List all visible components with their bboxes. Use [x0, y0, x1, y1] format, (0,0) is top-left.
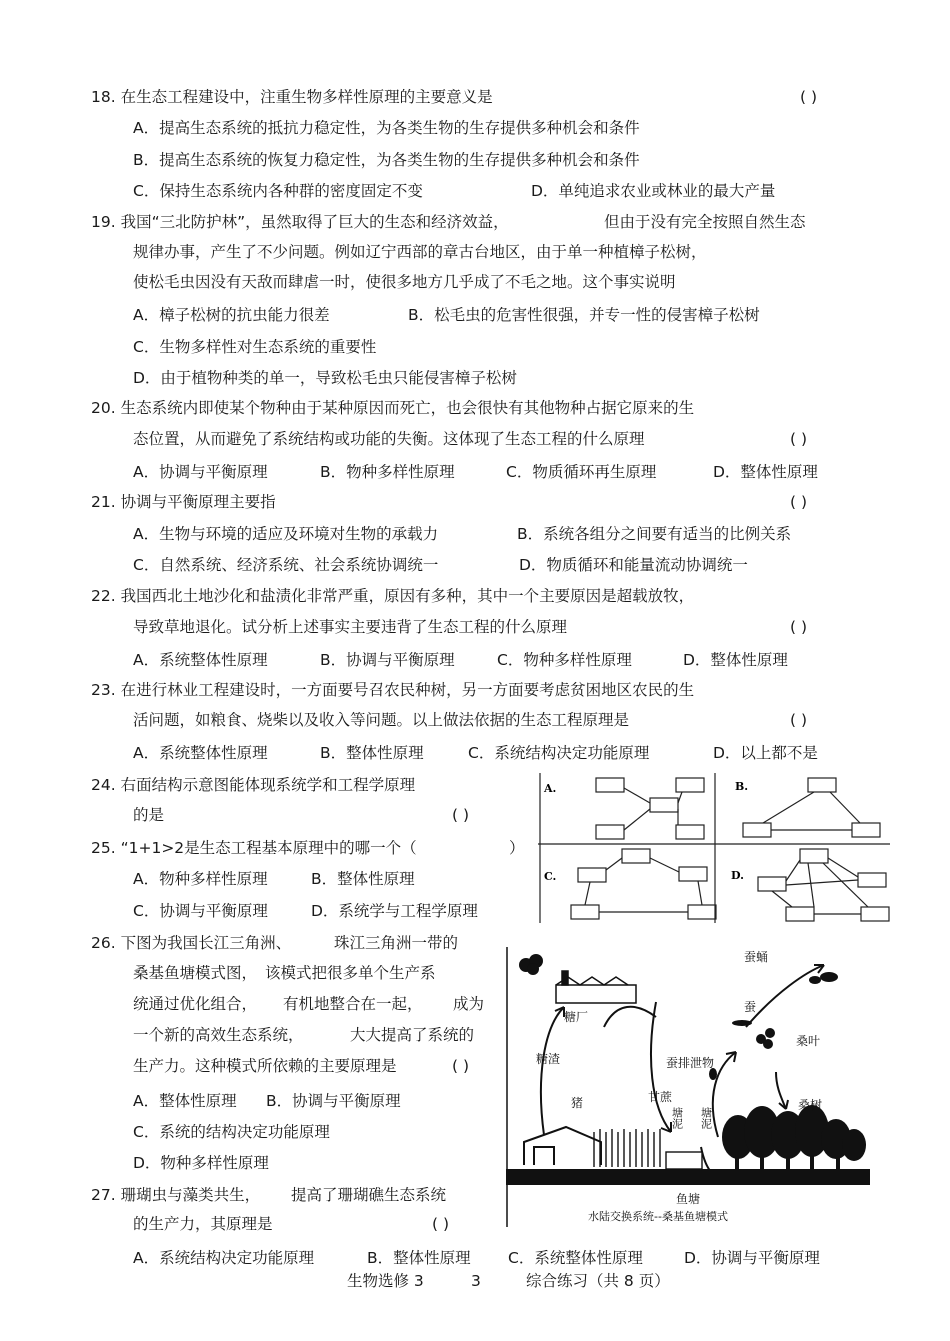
- label-sugarcane: 甘蔗: [648, 1090, 673, 1104]
- text-line: 3: [471, 1272, 481, 1290]
- text-line: 一个新的高效生态系统，: [133, 1026, 304, 1044]
- text-line: D．协调与平衡原理: [684, 1249, 820, 1267]
- text-line: D．整体性原理: [683, 651, 788, 669]
- text-line: C．物种多样性原理: [497, 651, 632, 669]
- text-line: 25. “1+1>2是生态工程基本原理中的哪一个（: [91, 839, 417, 857]
- text-line: 但由于没有完全按照自然生态: [604, 213, 806, 231]
- text-line: 的是: [133, 806, 165, 824]
- text-line: ( ): [790, 493, 808, 511]
- text-line: ( ): [790, 618, 808, 636]
- text-line: B．松毛虫的危害性很强，并专一性的侵害樟子松树: [408, 306, 760, 324]
- text-line: A．提高生态系统的抵抗力稳定性，为各类生物的生存提供多种机会和条件: [133, 119, 640, 137]
- text-line: B．整体性原理: [367, 1249, 471, 1267]
- text-line: C．自然系统、经济系统、社会系统协调统一: [133, 556, 439, 574]
- text-line: B．协调与平衡原理: [266, 1092, 401, 1110]
- text-line: D．整体性原理: [713, 463, 818, 481]
- text-line: ）: [509, 839, 525, 857]
- text-line: B．协调与平衡原理: [320, 651, 455, 669]
- label-fish-pond: 鱼塘: [676, 1192, 701, 1206]
- text-line: 态位置，从而避免了系统结构或功能的失衡。这体现了生态工程的什么原理: [133, 430, 645, 448]
- text-line: C．物质循环再生原理: [506, 463, 657, 481]
- text-line: 21. 协调与平衡原理主要指: [91, 493, 276, 511]
- text-line: 导致草地退化。试分析上述事实主要违背了生态工程的什么原理: [133, 618, 568, 636]
- text-line: C．系统的结构决定功能原理: [133, 1123, 330, 1141]
- text-line: B．物种多样性原理: [320, 463, 455, 481]
- label-silkworm-moth: 蚕蛹: [744, 950, 769, 964]
- text-line: ( ): [800, 88, 818, 106]
- text-line: 大大提高了系统的: [350, 1026, 475, 1044]
- text-line: B．系统各组分之间要有适当的比例关系: [517, 525, 792, 543]
- text-line: A．协调与平衡原理: [133, 463, 268, 481]
- text-line: 该模式把很多单个生产系: [265, 964, 436, 982]
- text-line: 24. 右面结构示意图能体现系统学和工程学原理: [91, 776, 416, 794]
- text-line: B．提高生态系统的恢复力稳定性，为各类生物的生存提供多种机会和条件: [133, 151, 640, 169]
- text-line: A．系统整体性原理: [133, 651, 268, 669]
- text-line: A．整体性原理: [133, 1092, 237, 1110]
- structure-diagrams-figure: [538, 773, 890, 923]
- text-line: 18. 在生态工程建设中，注重生物多样性原理的主要意义是: [91, 88, 493, 106]
- text-line: C．协调与平衡原理: [133, 902, 268, 920]
- label-sugar-factory: 糖厂: [564, 1010, 589, 1024]
- text-line: D．物种多样性原理: [133, 1154, 269, 1172]
- text-line: D．单纯追求农业或林业的最大产量: [531, 182, 776, 200]
- figure-caption: 水陆交换系统--桑基鱼塘模式: [588, 1210, 728, 1223]
- text-line: 使松毛虫因没有天敌而肆虐一时，使很多地方几乎成了不毛之地。这个事实说明: [133, 273, 676, 291]
- text-line: 珠江三角洲一带的: [334, 934, 459, 952]
- text-line: A．系统整体性原理: [133, 744, 268, 762]
- label-pond-mud-left: 塘泥: [670, 1107, 684, 1129]
- text-line: 提高了珊瑚礁生态系统: [291, 1186, 447, 1204]
- text-line: ( ): [432, 1215, 450, 1233]
- text-line: 23. 在进行林业工程建设时，一方面要号召农民种树，另一方面要考虑贫困地区农民的生: [91, 681, 695, 699]
- text-line: 成为: [453, 995, 485, 1013]
- panel-label-b: B.: [735, 780, 749, 793]
- text-line: 26. 下图为我国长江三角洲、: [91, 934, 292, 952]
- text-line: 桑基鱼塘模式图，: [133, 964, 258, 982]
- text-line: 生物选修 3: [347, 1272, 424, 1290]
- text-line: D．以上都不是: [713, 744, 818, 762]
- text-line: 有机地整合在一起，: [283, 995, 423, 1013]
- text-line: A．物种多样性原理: [133, 870, 268, 888]
- text-line: 19. 我国“三北防护林”，虽然取得了巨大的生态和经济效益，: [91, 213, 509, 231]
- text-line: C．生物多样性对生态系统的重要性: [133, 338, 377, 356]
- text-line: D．物质循环和能量流动协调统一: [519, 556, 748, 574]
- text-line: D．系统学与工程学原理: [311, 902, 478, 920]
- label-mulberry-tree: 桑树: [798, 1098, 823, 1112]
- text-line: ( ): [452, 1057, 470, 1075]
- text-line: 规律办事，产生了不少问题。例如辽宁西部的章古台地区，由于单一种植樟子松树，: [133, 243, 707, 261]
- label-silkworm-excrement: 蚕排泄物: [666, 1056, 715, 1070]
- text-line: 活问题，如粮食、烧柴以及收入等问题。以上做法依据的生态工程原理是: [133, 711, 630, 729]
- text-line: 生产力。这种模式所依赖的主要原理是: [133, 1057, 397, 1075]
- text-line: A．系统结构决定功能原理: [133, 1249, 315, 1267]
- text-line: C．保持生态系统内各种群的密度固定不变: [133, 182, 423, 200]
- label-pig: 猪: [571, 1096, 584, 1110]
- label-mulberry-leaf: 桑叶: [796, 1034, 821, 1048]
- text-line: 27. 珊瑚虫与藻类共生，: [91, 1186, 261, 1204]
- text-line: A．樟子松树的抗虫能力很差: [133, 306, 330, 324]
- text-line: C．系统结构决定功能原理: [468, 744, 650, 762]
- text-line: 综合练习（共 8 页）: [526, 1272, 670, 1290]
- label-pond-mud-right: 塘泥: [699, 1107, 713, 1129]
- label-sugar-residue: 糖渣: [536, 1052, 561, 1066]
- text-line: 20. 生态系统内即使某个物种由于某种原因而死亡，也会很快有其他物种占据它原来的生: [91, 399, 695, 417]
- text-line: 22. 我国西北土地沙化和盐渍化非常严重，原因有多种，其中一个主要原因是超载放牧，: [91, 587, 695, 605]
- mulberry-fish-pond-figure: [506, 947, 870, 1227]
- text-line: ( ): [790, 711, 808, 729]
- panel-label-c: C.: [544, 870, 557, 883]
- text-line: 的生产力，其原理是: [133, 1215, 273, 1233]
- text-line: ( ): [452, 806, 470, 824]
- text-line: B．整体性原理: [320, 744, 424, 762]
- panel-label-d: D.: [731, 869, 744, 882]
- text-line: 统通过优化组合，: [133, 995, 258, 1013]
- text-line: D．由于植物种类的单一，导致松毛虫只能侵害樟子松树: [133, 369, 517, 387]
- label-silkworm: 蚕: [744, 1000, 757, 1014]
- text-line: B．整体性原理: [311, 870, 415, 888]
- text-line: A．生物与环境的适应及环境对生物的承载力: [133, 525, 439, 543]
- text-line: ( ): [790, 430, 808, 448]
- panel-label-a: A.: [544, 782, 557, 795]
- text-line: C．系统整体性原理: [508, 1249, 643, 1267]
